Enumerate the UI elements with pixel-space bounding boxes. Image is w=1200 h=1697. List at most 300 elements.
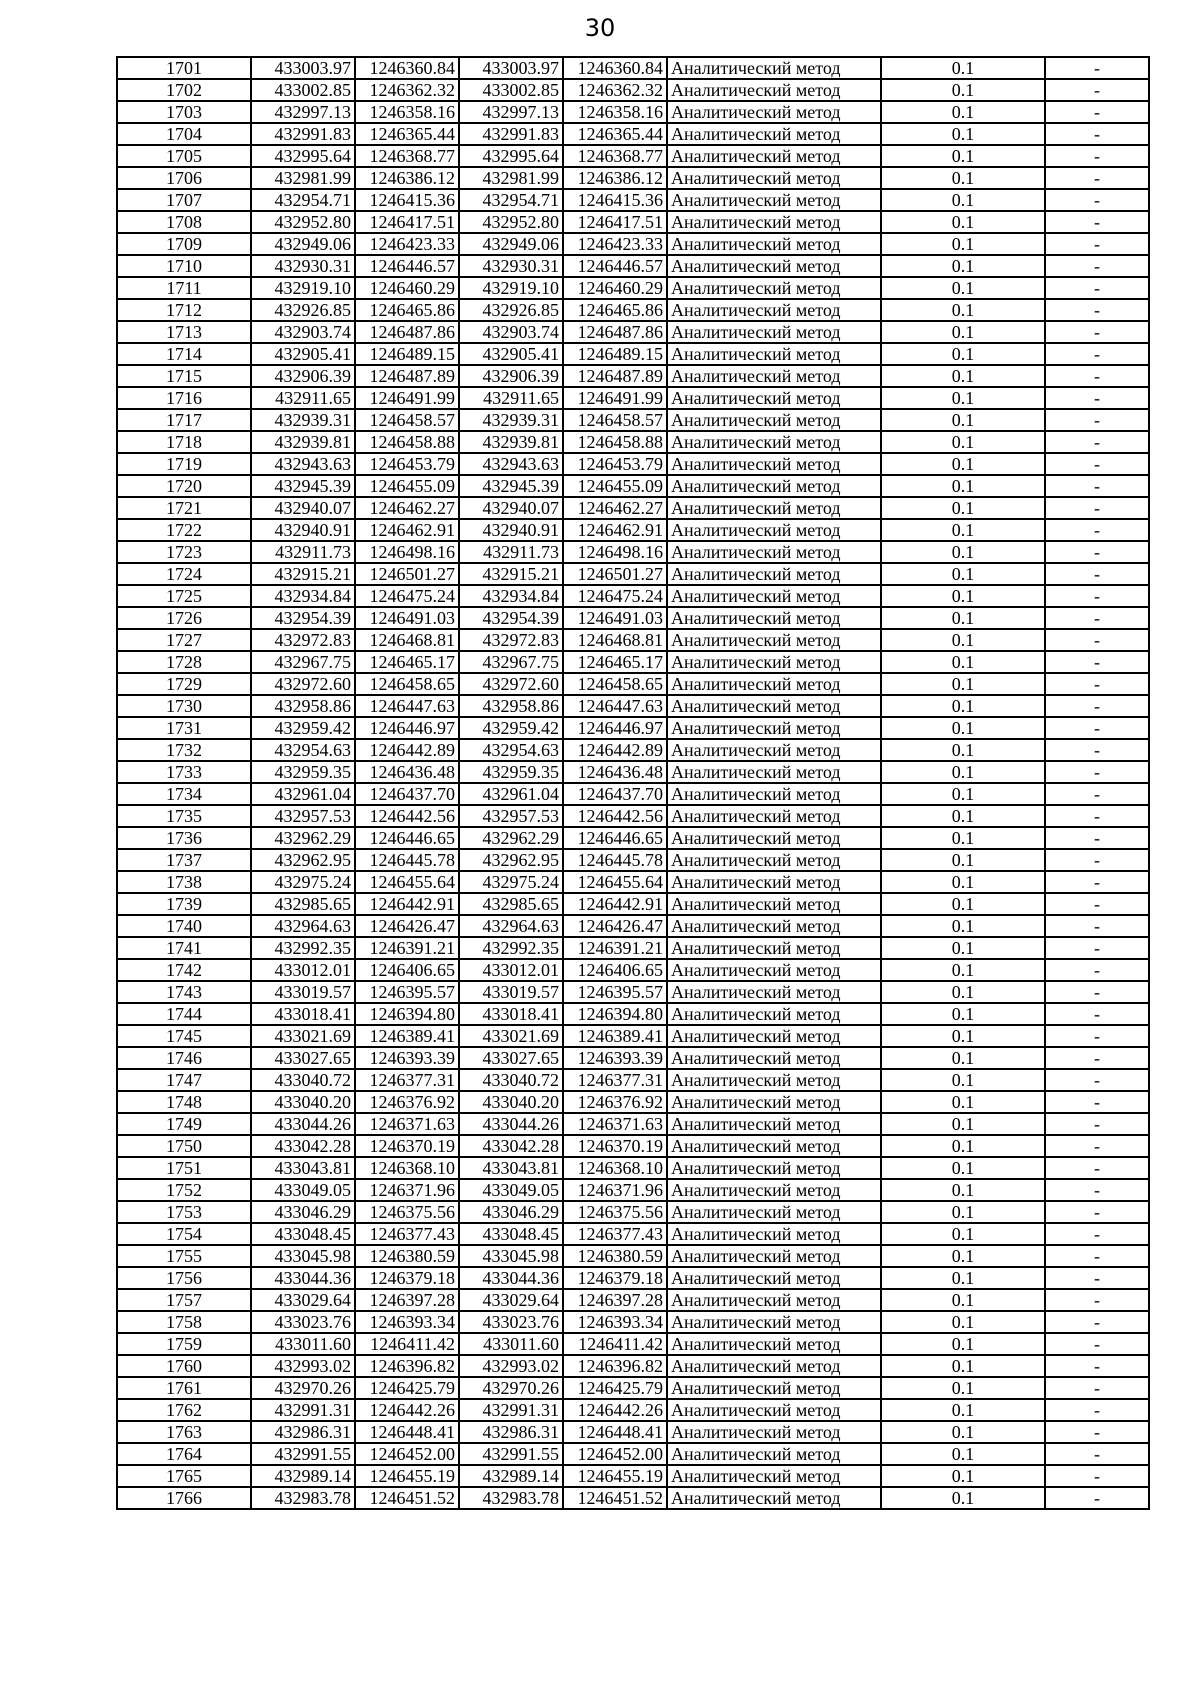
table-row — [117, 695, 1149, 717]
table-row — [117, 629, 1149, 651]
method-cell: Аналитический метод — [667, 893, 881, 915]
x-coordinate-cell: 432981.99 — [459, 167, 563, 189]
table-row — [117, 1333, 1149, 1355]
point-number-cell: 1752 — [117, 1179, 251, 1201]
dash-cell: - — [1045, 1465, 1149, 1487]
dash-cell: - — [1045, 1267, 1149, 1289]
point-number-cell: 1728 — [117, 651, 251, 673]
point-number-cell: 1754 — [117, 1223, 251, 1245]
x-coordinate-cell: 433011.60 — [251, 1333, 355, 1355]
method-cell: Аналитический метод — [667, 189, 881, 211]
x-coordinate-cell: 433044.36 — [251, 1267, 355, 1289]
accuracy-cell: 0.1 — [881, 123, 1045, 145]
table-row — [117, 981, 1149, 1003]
method-cell: Аналитический метод — [667, 431, 881, 453]
x-coordinate-cell: 432967.75 — [251, 651, 355, 673]
y-coordinate-cell: 1246368.77 — [355, 145, 459, 167]
method-cell: Аналитический метод — [667, 365, 881, 387]
table-row — [117, 409, 1149, 431]
dash-cell: - — [1045, 1311, 1149, 1333]
accuracy-cell: 0.1 — [881, 343, 1045, 365]
y-coordinate-cell: 1246395.57 — [355, 981, 459, 1003]
dash-cell: - — [1045, 1003, 1149, 1025]
x-coordinate-cell: 433042.28 — [459, 1135, 563, 1157]
dash-cell: - — [1045, 893, 1149, 915]
y-coordinate-cell: 1246447.63 — [355, 695, 459, 717]
dash-cell: - — [1045, 959, 1149, 981]
method-cell: Аналитический метод — [667, 145, 881, 167]
x-coordinate-cell: 432991.55 — [251, 1443, 355, 1465]
y-coordinate-cell: 1246465.17 — [355, 651, 459, 673]
x-coordinate-cell: 432972.60 — [251, 673, 355, 695]
x-coordinate-cell: 432975.24 — [459, 871, 563, 893]
y-coordinate-cell: 1246455.19 — [563, 1465, 667, 1487]
y-coordinate-cell: 1246425.79 — [355, 1377, 459, 1399]
x-coordinate-cell: 432905.41 — [251, 343, 355, 365]
dash-cell: - — [1045, 695, 1149, 717]
y-coordinate-cell: 1246498.16 — [355, 541, 459, 563]
dash-cell: - — [1045, 431, 1149, 453]
accuracy-cell: 0.1 — [881, 1377, 1045, 1399]
x-coordinate-cell: 432986.31 — [251, 1421, 355, 1443]
method-cell: Аналитический метод — [667, 915, 881, 937]
dash-cell: - — [1045, 761, 1149, 783]
dash-cell: - — [1045, 871, 1149, 893]
y-coordinate-cell: 1246465.17 — [563, 651, 667, 673]
accuracy-cell: 0.1 — [881, 783, 1045, 805]
y-coordinate-cell: 1246458.65 — [355, 673, 459, 695]
table-row — [117, 1157, 1149, 1179]
method-cell: Аналитический метод — [667, 783, 881, 805]
y-coordinate-cell: 1246452.00 — [355, 1443, 459, 1465]
point-number-cell: 1727 — [117, 629, 251, 651]
table-row — [117, 1223, 1149, 1245]
y-coordinate-cell: 1246406.65 — [563, 959, 667, 981]
point-number-cell: 1713 — [117, 321, 251, 343]
point-number-cell: 1761 — [117, 1377, 251, 1399]
x-coordinate-cell: 432967.75 — [459, 651, 563, 673]
table-row — [117, 585, 1149, 607]
accuracy-cell: 0.1 — [881, 255, 1045, 277]
table-row — [117, 673, 1149, 695]
x-coordinate-cell: 432959.42 — [459, 717, 563, 739]
method-cell: Аналитический метод — [667, 1355, 881, 1377]
y-coordinate-cell: 1246446.65 — [563, 827, 667, 849]
table-row — [117, 123, 1149, 145]
x-coordinate-cell: 432959.35 — [459, 761, 563, 783]
method-cell: Аналитический метод — [667, 959, 881, 981]
y-coordinate-cell: 1246380.59 — [563, 1245, 667, 1267]
y-coordinate-cell: 1246460.29 — [563, 277, 667, 299]
y-coordinate-cell: 1246475.24 — [355, 585, 459, 607]
y-coordinate-cell: 1246371.96 — [355, 1179, 459, 1201]
x-coordinate-cell: 433021.69 — [251, 1025, 355, 1047]
method-cell: Аналитический метод — [667, 1047, 881, 1069]
dash-cell: - — [1045, 1333, 1149, 1355]
x-coordinate-cell: 432906.39 — [251, 365, 355, 387]
y-coordinate-cell: 1246393.34 — [355, 1311, 459, 1333]
table-row — [117, 915, 1149, 937]
dash-cell: - — [1045, 717, 1149, 739]
y-coordinate-cell: 1246426.47 — [563, 915, 667, 937]
dash-cell: - — [1045, 101, 1149, 123]
x-coordinate-cell: 432940.91 — [251, 519, 355, 541]
accuracy-cell: 0.1 — [881, 1179, 1045, 1201]
table-row — [117, 1003, 1149, 1025]
y-coordinate-cell: 1246487.89 — [563, 365, 667, 387]
method-cell: Аналитический метод — [667, 805, 881, 827]
accuracy-cell: 0.1 — [881, 387, 1045, 409]
y-coordinate-cell: 1246446.57 — [563, 255, 667, 277]
dash-cell: - — [1045, 541, 1149, 563]
method-cell: Аналитический метод — [667, 717, 881, 739]
y-coordinate-cell: 1246368.77 — [563, 145, 667, 167]
y-coordinate-cell: 1246468.81 — [563, 629, 667, 651]
x-coordinate-cell: 432962.29 — [251, 827, 355, 849]
y-coordinate-cell: 1246462.91 — [563, 519, 667, 541]
table-row — [117, 387, 1149, 409]
x-coordinate-cell: 432939.81 — [251, 431, 355, 453]
x-coordinate-cell: 432954.63 — [459, 739, 563, 761]
x-coordinate-cell: 432919.10 — [251, 277, 355, 299]
accuracy-cell: 0.1 — [881, 739, 1045, 761]
x-coordinate-cell: 432903.74 — [251, 321, 355, 343]
x-coordinate-cell: 432985.65 — [459, 893, 563, 915]
dash-cell: - — [1045, 79, 1149, 101]
y-coordinate-cell: 1246393.39 — [355, 1047, 459, 1069]
accuracy-cell: 0.1 — [881, 519, 1045, 541]
y-coordinate-cell: 1246368.10 — [355, 1157, 459, 1179]
dash-cell: - — [1045, 1069, 1149, 1091]
point-number-cell: 1729 — [117, 673, 251, 695]
table-row — [117, 1267, 1149, 1289]
table-row — [117, 431, 1149, 453]
y-coordinate-cell: 1246393.39 — [563, 1047, 667, 1069]
method-cell: Аналитический метод — [667, 1245, 881, 1267]
x-coordinate-cell: 432981.99 — [251, 167, 355, 189]
accuracy-cell: 0.1 — [881, 321, 1045, 343]
x-coordinate-cell: 432991.55 — [459, 1443, 563, 1465]
dash-cell: - — [1045, 211, 1149, 233]
point-number-cell: 1706 — [117, 167, 251, 189]
accuracy-cell: 0.1 — [881, 893, 1045, 915]
x-coordinate-cell: 432993.02 — [459, 1355, 563, 1377]
method-cell: Аналитический метод — [667, 1069, 881, 1091]
x-coordinate-cell: 432962.95 — [459, 849, 563, 871]
y-coordinate-cell: 1246391.21 — [355, 937, 459, 959]
dash-cell: - — [1045, 1113, 1149, 1135]
accuracy-cell: 0.1 — [881, 431, 1045, 453]
point-number-cell: 1760 — [117, 1355, 251, 1377]
dash-cell: - — [1045, 1377, 1149, 1399]
x-coordinate-cell: 432995.64 — [459, 145, 563, 167]
accuracy-cell: 0.1 — [881, 1443, 1045, 1465]
x-coordinate-cell: 432959.42 — [251, 717, 355, 739]
y-coordinate-cell: 1246371.96 — [563, 1179, 667, 1201]
accuracy-cell: 0.1 — [881, 475, 1045, 497]
dash-cell: - — [1045, 1091, 1149, 1113]
dash-cell: - — [1045, 1135, 1149, 1157]
dash-cell: - — [1045, 321, 1149, 343]
y-coordinate-cell: 1246451.52 — [355, 1487, 459, 1509]
table-row — [117, 783, 1149, 805]
x-coordinate-cell: 433011.60 — [459, 1333, 563, 1355]
table-row — [117, 497, 1149, 519]
accuracy-cell: 0.1 — [881, 189, 1045, 211]
method-cell: Аналитический метод — [667, 695, 881, 717]
x-coordinate-cell: 433023.76 — [459, 1311, 563, 1333]
dash-cell: - — [1045, 409, 1149, 431]
x-coordinate-cell: 432949.06 — [459, 233, 563, 255]
y-coordinate-cell: 1246397.28 — [355, 1289, 459, 1311]
x-coordinate-cell: 433018.41 — [251, 1003, 355, 1025]
table-row — [117, 651, 1149, 673]
point-number-cell: 1766 — [117, 1487, 251, 1509]
x-coordinate-cell: 432985.65 — [251, 893, 355, 915]
x-coordinate-cell: 432930.31 — [459, 255, 563, 277]
y-coordinate-cell: 1246436.48 — [563, 761, 667, 783]
x-coordinate-cell: 433040.20 — [459, 1091, 563, 1113]
x-coordinate-cell: 433012.01 — [251, 959, 355, 981]
method-cell: Аналитический метод — [667, 255, 881, 277]
x-coordinate-cell: 432945.39 — [251, 475, 355, 497]
accuracy-cell: 0.1 — [881, 299, 1045, 321]
table-row — [117, 1311, 1149, 1333]
dash-cell: - — [1045, 783, 1149, 805]
x-coordinate-cell: 432939.31 — [251, 409, 355, 431]
accuracy-cell: 0.1 — [881, 761, 1045, 783]
x-coordinate-cell: 432926.85 — [459, 299, 563, 321]
method-cell: Аналитический метод — [667, 1289, 881, 1311]
y-coordinate-cell: 1246453.79 — [355, 453, 459, 475]
method-cell: Аналитический метод — [667, 1465, 881, 1487]
accuracy-cell: 0.1 — [881, 1487, 1045, 1509]
point-number-cell: 1759 — [117, 1333, 251, 1355]
y-coordinate-cell: 1246475.24 — [563, 585, 667, 607]
x-coordinate-cell: 432939.81 — [459, 431, 563, 453]
method-cell: Аналитический метод — [667, 1267, 881, 1289]
table-row — [117, 233, 1149, 255]
accuracy-cell: 0.1 — [881, 1201, 1045, 1223]
method-cell: Аналитический метод — [667, 541, 881, 563]
accuracy-cell: 0.1 — [881, 497, 1045, 519]
x-coordinate-cell: 433049.05 — [251, 1179, 355, 1201]
point-number-cell: 1763 — [117, 1421, 251, 1443]
y-coordinate-cell: 1246460.29 — [355, 277, 459, 299]
method-cell: Аналитический метод — [667, 167, 881, 189]
accuracy-cell: 0.1 — [881, 1289, 1045, 1311]
dash-cell: - — [1045, 57, 1149, 79]
dash-cell: - — [1045, 651, 1149, 673]
x-coordinate-cell: 432943.63 — [459, 453, 563, 475]
point-number-cell: 1720 — [117, 475, 251, 497]
method-cell: Аналитический метод — [667, 849, 881, 871]
method-cell: Аналитический метод — [667, 79, 881, 101]
x-coordinate-cell: 432997.13 — [251, 101, 355, 123]
accuracy-cell: 0.1 — [881, 607, 1045, 629]
table-row — [117, 1025, 1149, 1047]
dash-cell: - — [1045, 1421, 1149, 1443]
point-number-cell: 1737 — [117, 849, 251, 871]
table-row — [117, 321, 1149, 343]
y-coordinate-cell: 1246393.34 — [563, 1311, 667, 1333]
y-coordinate-cell: 1246458.57 — [355, 409, 459, 431]
point-number-cell: 1701 — [117, 57, 251, 79]
x-coordinate-cell: 432989.14 — [251, 1465, 355, 1487]
dash-cell: - — [1045, 1355, 1149, 1377]
table-row — [117, 849, 1149, 871]
x-coordinate-cell: 432940.07 — [459, 497, 563, 519]
method-cell: Аналитический метод — [667, 519, 881, 541]
table-row — [117, 1091, 1149, 1113]
y-coordinate-cell: 1246396.82 — [355, 1355, 459, 1377]
y-coordinate-cell: 1246442.56 — [563, 805, 667, 827]
x-coordinate-cell: 432962.29 — [459, 827, 563, 849]
y-coordinate-cell: 1246455.09 — [563, 475, 667, 497]
accuracy-cell: 0.1 — [881, 1003, 1045, 1025]
accuracy-cell: 0.1 — [881, 57, 1045, 79]
table-row — [117, 1135, 1149, 1157]
y-coordinate-cell: 1246358.16 — [355, 101, 459, 123]
method-cell: Аналитический метод — [667, 1223, 881, 1245]
x-coordinate-cell: 433046.29 — [251, 1201, 355, 1223]
x-coordinate-cell: 432903.74 — [459, 321, 563, 343]
table-row — [117, 893, 1149, 915]
point-number-cell: 1756 — [117, 1267, 251, 1289]
accuracy-cell: 0.1 — [881, 1025, 1045, 1047]
y-coordinate-cell: 1246375.56 — [355, 1201, 459, 1223]
table-row — [117, 1443, 1149, 1465]
y-coordinate-cell: 1246448.41 — [355, 1421, 459, 1443]
accuracy-cell: 0.1 — [881, 1421, 1045, 1443]
y-coordinate-cell: 1246415.36 — [563, 189, 667, 211]
dash-cell: - — [1045, 585, 1149, 607]
dash-cell: - — [1045, 365, 1149, 387]
y-coordinate-cell: 1246375.56 — [563, 1201, 667, 1223]
y-coordinate-cell: 1246376.92 — [563, 1091, 667, 1113]
x-coordinate-cell: 433044.26 — [251, 1113, 355, 1135]
x-coordinate-cell: 432975.24 — [251, 871, 355, 893]
x-coordinate-cell: 433012.01 — [459, 959, 563, 981]
method-cell: Аналитический метод — [667, 1025, 881, 1047]
point-number-cell: 1716 — [117, 387, 251, 409]
point-number-cell: 1753 — [117, 1201, 251, 1223]
method-cell: Аналитический метод — [667, 277, 881, 299]
accuracy-cell: 0.1 — [881, 717, 1045, 739]
x-coordinate-cell: 433023.76 — [251, 1311, 355, 1333]
table-row — [117, 827, 1149, 849]
y-coordinate-cell: 1246437.70 — [563, 783, 667, 805]
accuracy-cell: 0.1 — [881, 1399, 1045, 1421]
dash-cell: - — [1045, 1201, 1149, 1223]
accuracy-cell: 0.1 — [881, 695, 1045, 717]
point-number-cell: 1722 — [117, 519, 251, 541]
x-coordinate-cell: 432991.31 — [459, 1399, 563, 1421]
point-number-cell: 1741 — [117, 937, 251, 959]
point-number-cell: 1730 — [117, 695, 251, 717]
x-coordinate-cell: 432958.86 — [459, 695, 563, 717]
x-coordinate-cell: 432934.84 — [251, 585, 355, 607]
dash-cell: - — [1045, 233, 1149, 255]
accuracy-cell: 0.1 — [881, 849, 1045, 871]
accuracy-cell: 0.1 — [881, 541, 1045, 563]
accuracy-cell: 0.1 — [881, 409, 1045, 431]
point-number-cell: 1736 — [117, 827, 251, 849]
y-coordinate-cell: 1246442.89 — [355, 739, 459, 761]
x-coordinate-cell: 432959.35 — [251, 761, 355, 783]
y-coordinate-cell: 1246491.03 — [355, 607, 459, 629]
y-coordinate-cell: 1246358.16 — [563, 101, 667, 123]
table-row — [117, 1355, 1149, 1377]
table-row — [117, 563, 1149, 585]
dash-cell: - — [1045, 915, 1149, 937]
dash-cell: - — [1045, 1157, 1149, 1179]
y-coordinate-cell: 1246442.56 — [355, 805, 459, 827]
y-coordinate-cell: 1246365.44 — [355, 123, 459, 145]
accuracy-cell: 0.1 — [881, 1355, 1045, 1377]
table-row — [117, 607, 1149, 629]
x-coordinate-cell: 432958.86 — [251, 695, 355, 717]
y-coordinate-cell: 1246391.21 — [563, 937, 667, 959]
point-number-cell: 1705 — [117, 145, 251, 167]
y-coordinate-cell: 1246491.99 — [563, 387, 667, 409]
table-row — [117, 1399, 1149, 1421]
y-coordinate-cell: 1246415.36 — [355, 189, 459, 211]
x-coordinate-cell: 432954.71 — [459, 189, 563, 211]
dash-cell: - — [1045, 167, 1149, 189]
dash-cell: - — [1045, 387, 1149, 409]
accuracy-cell: 0.1 — [881, 365, 1045, 387]
dash-cell: - — [1045, 497, 1149, 519]
dash-cell: - — [1045, 827, 1149, 849]
y-coordinate-cell: 1246386.12 — [355, 167, 459, 189]
method-cell: Аналитический метод — [667, 673, 881, 695]
point-number-cell: 1748 — [117, 1091, 251, 1113]
accuracy-cell: 0.1 — [881, 827, 1045, 849]
x-coordinate-cell: 433040.72 — [251, 1069, 355, 1091]
y-coordinate-cell: 1246362.32 — [355, 79, 459, 101]
accuracy-cell: 0.1 — [881, 1135, 1045, 1157]
x-coordinate-cell: 432983.78 — [459, 1487, 563, 1509]
accuracy-cell: 0.1 — [881, 805, 1045, 827]
x-coordinate-cell: 432943.63 — [251, 453, 355, 475]
dash-cell: - — [1045, 739, 1149, 761]
dash-cell: - — [1045, 255, 1149, 277]
y-coordinate-cell: 1246455.19 — [355, 1465, 459, 1487]
table-row — [117, 211, 1149, 233]
dash-cell: - — [1045, 1179, 1149, 1201]
point-number-cell: 1747 — [117, 1069, 251, 1091]
y-coordinate-cell: 1246362.32 — [563, 79, 667, 101]
x-coordinate-cell: 432964.63 — [459, 915, 563, 937]
method-cell: Аналитический метод — [667, 1113, 881, 1135]
x-coordinate-cell: 432991.31 — [251, 1399, 355, 1421]
point-number-cell: 1765 — [117, 1465, 251, 1487]
page-number: 30 — [584, 14, 616, 42]
table-row — [117, 1201, 1149, 1223]
y-coordinate-cell: 1246396.82 — [563, 1355, 667, 1377]
method-cell: Аналитический метод — [667, 937, 881, 959]
y-coordinate-cell: 1246442.89 — [563, 739, 667, 761]
y-coordinate-cell: 1246491.99 — [355, 387, 459, 409]
y-coordinate-cell: 1246455.64 — [355, 871, 459, 893]
y-coordinate-cell: 1246394.80 — [355, 1003, 459, 1025]
y-coordinate-cell: 1246394.80 — [563, 1003, 667, 1025]
table-row — [117, 937, 1149, 959]
accuracy-cell: 0.1 — [881, 651, 1045, 673]
dash-cell: - — [1045, 277, 1149, 299]
x-coordinate-cell: 432954.39 — [251, 607, 355, 629]
